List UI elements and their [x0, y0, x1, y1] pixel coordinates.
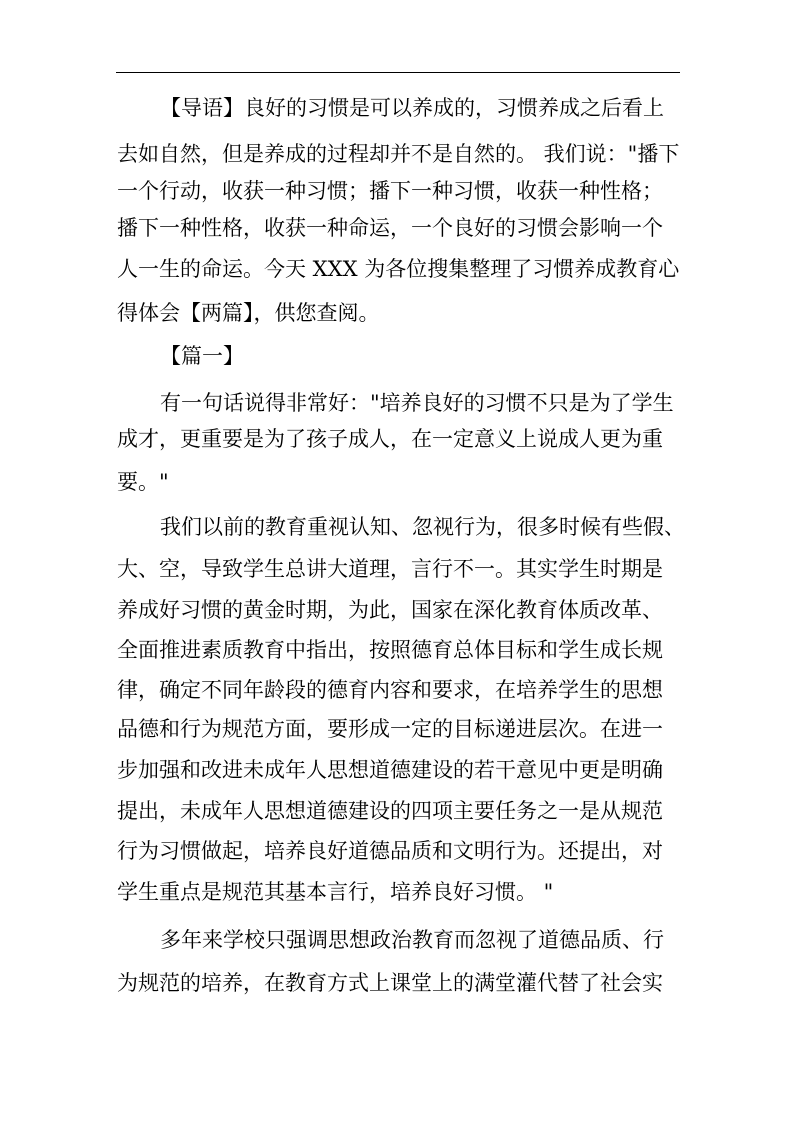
text-line: 品德和行为规范方面，要形成一定的目标递进层次。在进一 — [117, 717, 663, 741]
text-line: 律，确定不同年龄段的德育内容和要求，在培养学生的思想 — [117, 678, 663, 702]
text-line: 为规范的培养，在教育方式上课堂上的满堂灌代替了社会实 — [117, 971, 663, 995]
text-line: 我们以前的教育重视认知、忽视行为，很多时候有些假、 — [160, 515, 685, 539]
text-line: 得体会【两篇】，供您查阅。 — [117, 301, 380, 325]
section-heading: 【篇一】 — [160, 344, 244, 368]
text-line: 行为习惯做起，培养良好道德品质和文明行为。还提出，对 — [117, 839, 663, 863]
text-line: 要。" — [117, 470, 169, 494]
text-line: 养成好习惯的黄金时期，为此，国家在深化教育体质改革、 — [117, 598, 663, 622]
text-line: 全面推进素质教育中指出，按照德育总体目标和学生成长规 — [117, 638, 663, 662]
text-line: 【导语】良好的习惯是可以养成的，习惯养成之后看上 — [160, 96, 664, 120]
text-line: 播下一种性格，收获一种命运，一个良好的习惯会影响一个 — [117, 216, 663, 240]
text-line: 步加强和改进未成年人思想道德建设的若干意见中更是明确 — [117, 758, 663, 782]
text-line: 人一生的命运。今天 XXX 为各位搜集整理了习惯养成教育心 — [117, 257, 680, 281]
text-line: 提出，未成年人思想道德建设的四项主要任务之一是从规范 — [117, 799, 663, 823]
header-rule — [116, 72, 680, 73]
text-line: 一个行动，收获一种习惯；播下一种习惯，收获一种性格； — [117, 179, 663, 203]
text-line: 去如自然，但是养成的过程却并不是自然的。 我们说："播下 — [117, 142, 680, 166]
text-line: 有一句话说得非常好："培养良好的习惯不只是为了学生 — [160, 391, 674, 415]
text-line: 大、空，导致学生总讲大道理，言行不一。其实学生时期是 — [117, 557, 663, 581]
text-line: 学生重点是规范其基本言行，培养良好习惯。 " — [117, 880, 554, 904]
text-line: 成才，更重要是为了孩子成人，在一定意义上说成人更为重 — [117, 427, 663, 451]
text-line: 多年来学校只强调思想政治教育而忽视了道德品质、行 — [160, 928, 664, 952]
